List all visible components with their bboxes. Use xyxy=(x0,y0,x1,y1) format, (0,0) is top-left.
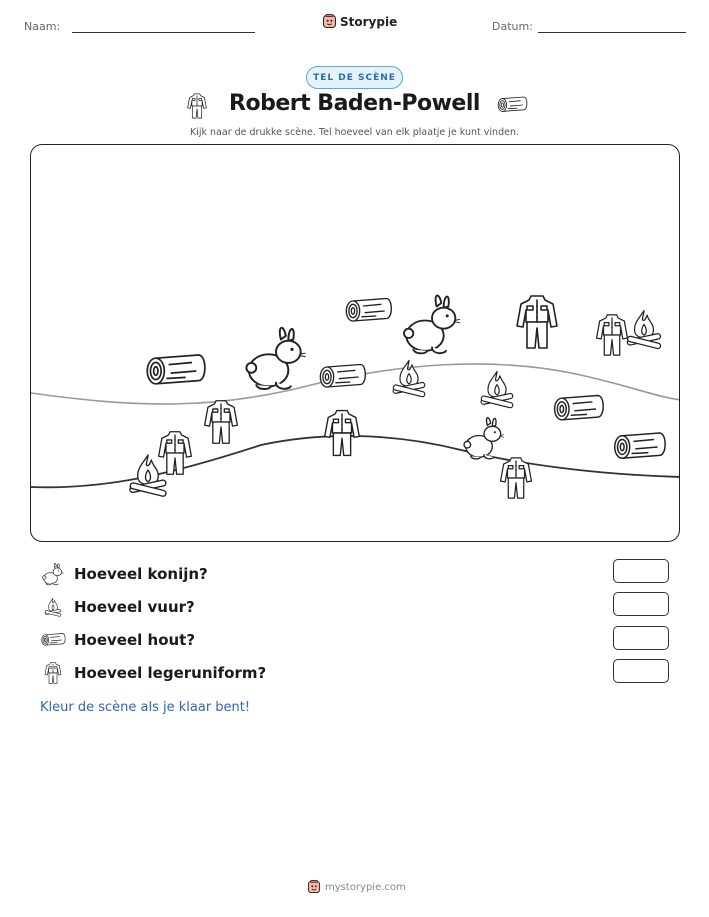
question-uniform xyxy=(40,661,266,685)
uniform-2 xyxy=(597,315,628,355)
brand-logo xyxy=(322,14,397,29)
rabbit-icon xyxy=(40,561,66,587)
log-5 xyxy=(615,433,665,458)
question-fire xyxy=(40,595,195,619)
answer-box-rabbit[interactable] xyxy=(613,559,669,583)
uniform-icon xyxy=(44,661,62,685)
brand-name: Storypie xyxy=(340,14,398,29)
log-4 xyxy=(555,396,604,420)
question-text: Hoeveel hout? xyxy=(74,631,196,649)
page-title: Robert Baden-Powell xyxy=(229,91,480,116)
log-2 xyxy=(346,299,391,322)
rabbit-2 xyxy=(404,295,460,353)
question-log xyxy=(40,628,195,652)
campfire-3 xyxy=(627,311,661,350)
storypie-icon xyxy=(307,880,321,894)
log-1 xyxy=(147,355,205,384)
question-text: Hoeveel legeruniform? xyxy=(74,664,267,682)
question-text: Hoeveel konijn? xyxy=(74,565,208,583)
name-label: Naam: xyxy=(24,20,61,33)
log-3 xyxy=(320,365,365,388)
uniform-5 xyxy=(325,411,360,456)
campfire-icon xyxy=(42,595,64,619)
name-line[interactable] xyxy=(72,32,255,33)
uniform-1 xyxy=(517,296,557,348)
date-line[interactable] xyxy=(538,32,686,33)
uniform-3 xyxy=(205,401,238,444)
rabbit-1 xyxy=(246,328,305,389)
answer-box-fire[interactable] xyxy=(613,592,669,616)
uniform-6 xyxy=(501,458,532,498)
activity-badge: TEL DE SCÈNE xyxy=(306,66,403,89)
front-hill-line xyxy=(31,436,680,487)
question-rabbit xyxy=(40,562,208,586)
answer-box-log[interactable] xyxy=(613,626,669,650)
footer xyxy=(307,880,406,894)
counting-scene xyxy=(30,144,680,542)
date-label: Datum: xyxy=(492,20,533,33)
answer-box-uniform[interactable] xyxy=(613,659,669,683)
campfire-2 xyxy=(481,371,514,408)
log-icon xyxy=(40,632,66,648)
log-icon xyxy=(496,95,528,115)
color-instruction: Kleur de scène als je klaar bent! xyxy=(40,700,251,715)
footer-url: mystorypie.com xyxy=(325,881,406,893)
rabbit-3 xyxy=(464,418,504,459)
question-text: Hoeveel vuur? xyxy=(74,598,195,616)
campfire-4 xyxy=(129,455,166,497)
storypie-icon xyxy=(322,14,337,29)
scene-illustration xyxy=(31,145,680,542)
instructions: Kijk naar de drukke scène. Tel hoeveel van elk plaatje je kunt vinden. xyxy=(190,127,519,138)
